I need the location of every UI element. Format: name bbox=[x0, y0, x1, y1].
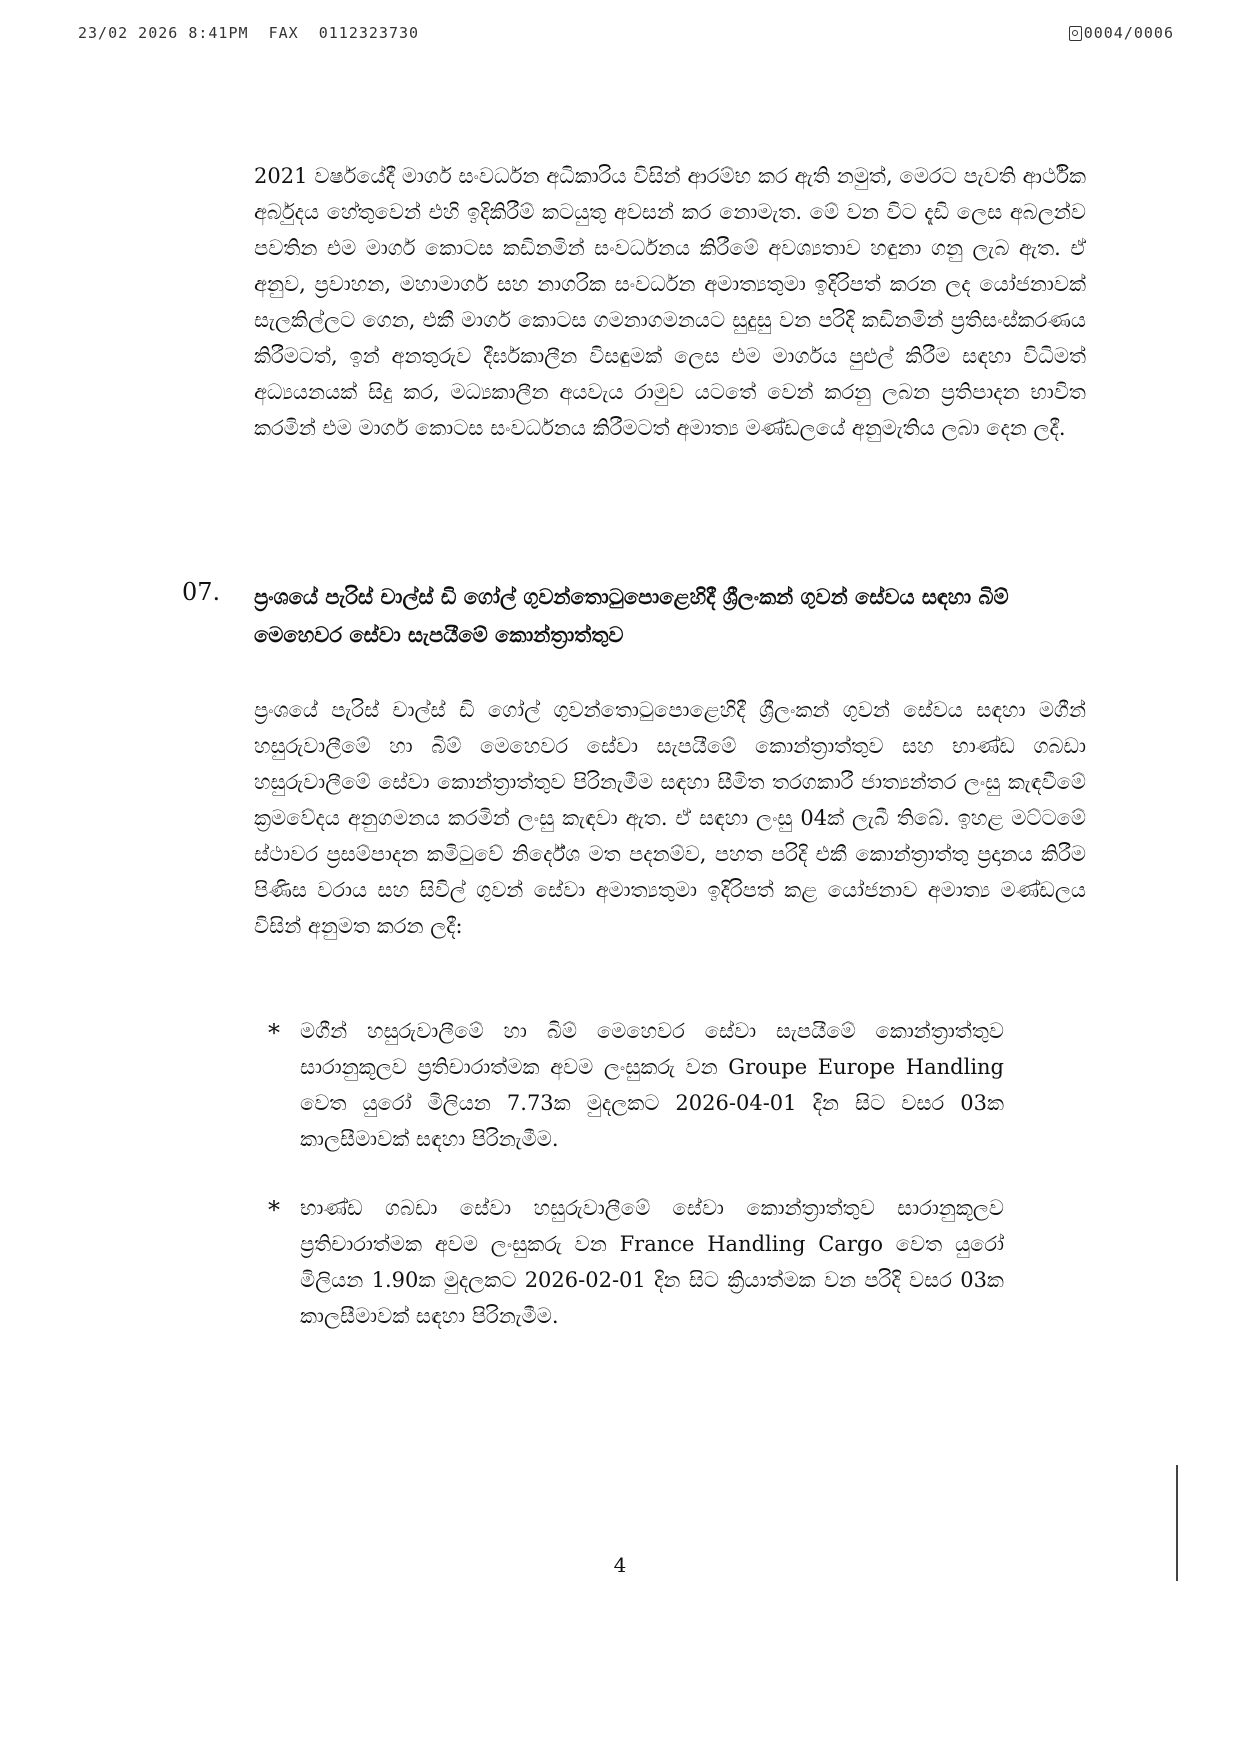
bullet-marker: * bbox=[268, 1019, 280, 1047]
paragraph-ground-handling-contract: ප්‍රංශයේ පැරිස් චාල්ස් ඩි ගෝල් ගුවන්තොටුපොළෙහිදී ශ්‍රීලංකන් ගුවන් සේවය සඳහා මගීන් හසුරුවාලීමේ හා බිම් මෙහෙවර සේවා සැපයීමේ කොන්ත්‍රාත්තුව සහ භාණ්ඩ ගබඩා හසුරුවාලීමේ සේවා කොන්ත්‍රාත්තුව පිරිනැමීම සඳහා සීමිත තරගකාරී ජාත්‍යන්තර ලංසු කැඳවීමේ ක්‍රමවේදය අනුගමනය කරමින් ලංසු කැඳවා ඇත. ඒ සඳහා ලංසු 04ක් ලැබී තිබේ. ඉහළ මට්ටමේ ස්ථාවර ප්‍රසම්පාදන කමිටුවේ නිර්දේශ මත පදනම්ව, පහත පරිදි එකී කොන්ත්‍රාත්තු ප්‍රදානය කිරීම පිණිස වරාය සහ සිවිල් ගුවන් සේවා අමාත්‍යතුමා ඉදිරිපත් කළ යෝජනාව අමාත්‍ය මණ්ඩලය විසින් අනුමත කරන ලදී: bbox=[254, 698, 1086, 938]
list-item-text: මගීන් හසුරුවාලීමේ හා බිම් මෙහෙවර සේවා සැපයීමේ කොන්ත්‍රාත්තුව සාරානුකූලව ප්‍රතිචාරාත්මක අවම ලංසුකරු වන Groupe Europe Handling වෙත යුරෝ මිලියන 7.73ක මුදලකට 2026-04-01 දින සිට වසර 03ක කාලසීමාවක් සඳහා පිරිනැමීම. bbox=[300, 1019, 1004, 1151]
fax-page-counter-group bbox=[1069, 24, 1174, 42]
list-item-text: භාණ්ඩ ගබඩා සේවා හසුරුවාලීමේ සේවා කොන්ත්‍රාත්තුව සාරානුකූලව ප්‍රතිචාරාත්මක අවම ලංසුකරු වන France Handling Cargo වෙත යුරෝ මිලියන 1.90ක මුදලකට 2026-02-01 දින සිට ක්‍රියාත්මක වන පරිදි වසර 03ක කාලසීමාවක් සඳහා පිරිනැමීම. bbox=[300, 1196, 1004, 1328]
page-number: 4 bbox=[613, 1553, 627, 1577]
list-item bbox=[268, 1013, 1004, 1157]
fax-number: 0112323730 bbox=[318, 24, 420, 42]
section-title: ප්‍රංශයේ පැරිස් චාල්ස් ඩි ගෝල් ගුවන්තොටුපොළෙහිදී ශ්‍රීලංකන් ගුවන් සේවය සඳහා බිම් මෙහෙවර සේවා සැපයීමේ කොන්ත්‍රාත්තුව bbox=[254, 584, 1009, 647]
list-item bbox=[268, 1190, 1004, 1334]
fax-label: FAX bbox=[268, 24, 299, 42]
fax-page-icon bbox=[1069, 26, 1082, 41]
fax-transmission-info bbox=[78, 24, 419, 42]
fax-page-counter: 0004/0006 bbox=[1083, 24, 1174, 42]
fax-header bbox=[78, 24, 1174, 50]
bullet-marker: * bbox=[268, 1196, 280, 1224]
section-number: 07. bbox=[182, 578, 221, 606]
fax-date-time: 23/02 2026 8:41PM bbox=[78, 24, 249, 42]
paragraph-road-development: 2021 වර්ෂයේදී මාර්ග සංවර්ධන අධිකාරිය විසින් ආරම්භ කර ඇති නමුත්, මෙරට පැවති ආර්ථික අර්බුදය හේතුවෙන් එහි ඉදිකිරීම් කටයුතු අවසන් කර නොමැත. මේ වන විට දැඩි ලෙස අබලන්ව පවතින එම මාර්ග කොටස කඩිනමින් සංවර්ධනය කිරීමේ අවශ්‍යතාව හඳුනා ගනු ලැබ ඇත. ඒ අනුව, ප්‍රවාහන, මහාමාර්ග සහ නාගරික සංවර්ධන අමාත්‍යතුමා ඉදිරිපත් කරන ලද යෝජනාවක් සැලකිල්ලට ගෙන, එකී මාර්ග කොටස ගමනාගමනයට සුදුසු වන පරිදි කඩිනමින් ප්‍රතිසංස්කරණය කිරීමටත්, ඉන් අනතුරුව දීර්ඝකාලීන විසඳුමක් ලෙස එම මාර්ගය පුළුල් කිරීම සඳහා විධිමත් අධ්‍යයනයක් සිදු කර, මධ්‍යකාලීන අයවැය රාමුව යටතේ වෙන් කරනු ලබන ප්‍රතිපාදන භාවිත කරමින් එම මාර්ග කොටස සංවර්ධනය කිරීමටත් අමාත්‍ය මණ්ඩලයේ අනුමැතිය ලබා දෙන ලදී. bbox=[254, 164, 1086, 440]
